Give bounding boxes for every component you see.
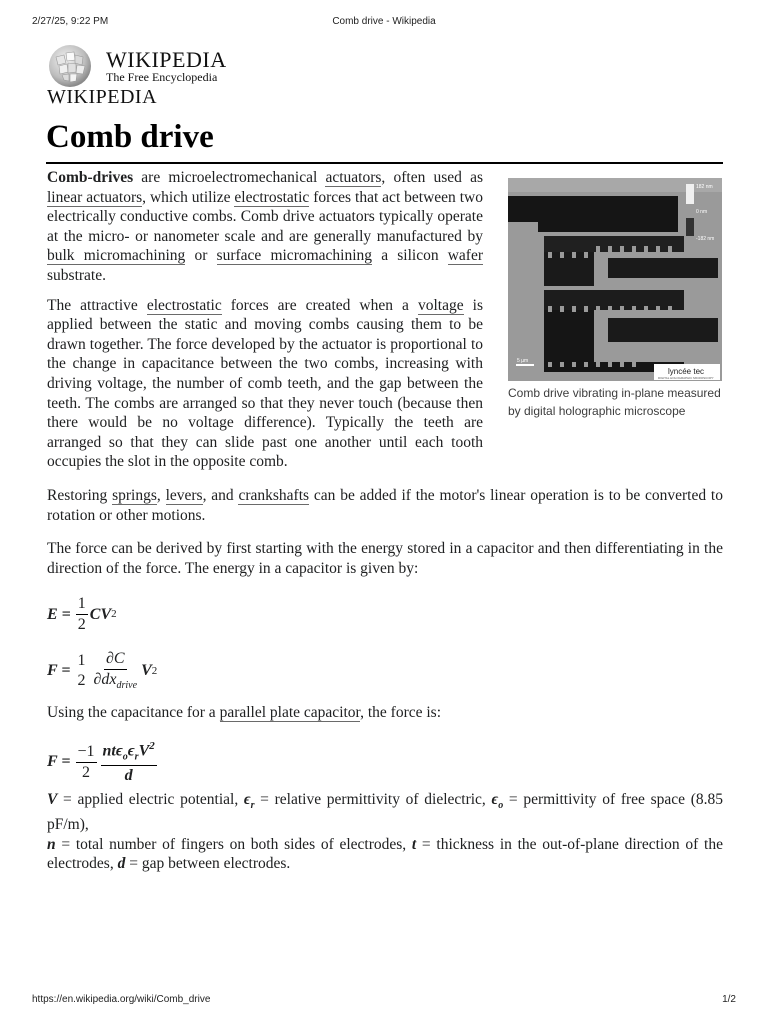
- eq1-rhs: CV: [89, 605, 112, 623]
- lead-text-1: are microelectromechanical: [133, 169, 326, 186]
- figure-caption: Comb drive vibrating in-plane measured by digital holographic microscope: [508, 386, 721, 418]
- def-er-sub: r: [250, 799, 255, 811]
- def-t: t: [411, 835, 417, 853]
- link-surface-micromachining[interactable]: surface micromachining: [216, 247, 373, 265]
- lead-text-2: , often used as: [381, 169, 484, 186]
- eq2-fraction-b: [92, 651, 140, 691]
- eq3-den: 2: [82, 763, 91, 781]
- equation-energy: [47, 596, 723, 633]
- scale-mid-label: 0 nm: [696, 209, 708, 215]
- p3-text-3: , and: [202, 486, 239, 504]
- scalebar-label: 5 µm: [517, 358, 529, 364]
- print-header: [32, 16, 736, 30]
- print-footer: [32, 994, 736, 1008]
- eq2-fraction-a: [76, 653, 88, 689]
- def-er: ϵ: [243, 790, 251, 808]
- eq2-exp: 2: [151, 664, 158, 677]
- eq2-den: 2: [77, 672, 86, 690]
- lead-term: Comb-drives: [47, 169, 134, 186]
- eq3-num2-v: V: [138, 742, 150, 760]
- lead-text-6: a silicon: [372, 247, 448, 265]
- paragraph-3: [47, 486, 723, 525]
- eq3-num2-wrap: [101, 741, 157, 766]
- link-voltage[interactable]: voltage: [417, 296, 464, 314]
- link-electrostatic-2[interactable]: electrostatic: [146, 296, 222, 314]
- scale-top-label: 182 nm: [696, 184, 713, 190]
- wikipedia-tagline: The Free Encyclopedia: [106, 70, 218, 84]
- figure-box: [508, 178, 723, 420]
- print-url: https://en.wikipedia.org/wiki/Comb_drive: [32, 994, 211, 1005]
- paragraph-2: [47, 296, 483, 472]
- lead-text-7: substrate.: [47, 266, 106, 284]
- link-crankshafts[interactable]: crankshafts: [238, 486, 310, 504]
- def-eo-sub: o: [498, 799, 504, 811]
- wikipedia-globe-icon: [46, 43, 96, 89]
- eq2-den2-wrap: [92, 670, 140, 691]
- eq1-den: 2: [77, 616, 86, 634]
- eq3-num: −1: [76, 744, 97, 763]
- link-linear-actuators[interactable]: linear actuators: [47, 188, 143, 206]
- eq1-lhs: E =: [47, 605, 71, 623]
- page-title: Comb drive: [46, 119, 214, 155]
- p3-text-4: can be added if the motor's linear operation is to be converted to rotation or other motions.: [47, 486, 723, 524]
- eq3-num2-exp: 2: [149, 740, 155, 753]
- p2-text-1: The attractive: [47, 296, 147, 314]
- link-parallel-plate-capacitor[interactable]: parallel plate capacitor: [219, 704, 361, 722]
- wikipedia-wordmark-secondary: WIKIPEDIA: [47, 86, 158, 108]
- def-v-text: = applied electric potential,: [57, 790, 244, 808]
- def-eo: ϵ: [491, 790, 499, 808]
- link-springs[interactable]: springs: [112, 486, 157, 504]
- def-t-text: = thickness in the out-of-plane direction of the electrodes,: [47, 835, 723, 873]
- def-d-text: = gap between electrodes.: [125, 855, 291, 873]
- eq3-num2-mid: ϵ: [127, 742, 135, 760]
- image-brand-label: lyncée tec: [668, 367, 705, 376]
- def-er-text: = relative permittivity of dielectric,: [254, 790, 492, 808]
- image-brand-sub: DIGITAL HOLOGRAPHIC MICROSCOPY: [658, 376, 714, 380]
- link-actuators[interactable]: actuators: [325, 169, 382, 186]
- eq3-fraction-a: [76, 744, 97, 781]
- equation-force-derivative: [47, 651, 723, 691]
- variable-definitions: [47, 790, 723, 874]
- link-levers[interactable]: levers: [165, 486, 203, 504]
- p2-text-3: is applied between the static and moving combs causing them to be drawn together. The force developed by the actuator is proportional to the change in capacitance between the two combs, increasing with driving voltage, the number of comb teeth, and the gap between the teeth. The combs are arranged so that they never touch (because then there would be no voltage difference). Typically the teeth are arranged so that they can slide past one another until each tooth occupies the slot in the opposite comb.: [47, 296, 483, 471]
- p5-text-1: Using the capacitance for a: [47, 704, 220, 722]
- p3-text-1: Restoring: [47, 486, 113, 504]
- paragraph-4: The force can be derived by first starting with the energy stored in a capacitor and then differentiating in the direction of the force. The energy in a capacitor is given by:: [47, 540, 723, 577]
- print-page-number: 1/2: [722, 994, 736, 1005]
- link-bulk-micromachining[interactable]: bulk micromachining: [47, 247, 186, 265]
- paragraph-5: [47, 703, 723, 723]
- eq1-fraction: [76, 596, 88, 633]
- print-date: 2/27/25, 9:22 PM: [32, 16, 109, 27]
- eq1-exp: 2: [111, 608, 117, 621]
- lead-text-5: or: [185, 247, 217, 265]
- wikipedia-wordmark: WIKIPEDIA: [106, 47, 227, 72]
- scale-bottom-label: -182 nm: [696, 236, 715, 242]
- equation-force-parallel-plate: [47, 741, 723, 784]
- eq2-num2: ∂C: [104, 651, 127, 670]
- eq2-num: 1: [77, 652, 86, 670]
- p2-text-2: forces are created when a: [221, 296, 418, 314]
- eq1-num: 1: [76, 596, 88, 615]
- def-n-text: = total number of fingers on both sides of electrodes,: [55, 835, 412, 853]
- title-divider: [46, 162, 723, 164]
- p3-text-2: ,: [156, 486, 166, 504]
- eq2-rhs: V: [141, 662, 152, 680]
- article-content: [47, 168, 723, 884]
- eq2-sub: drive: [116, 680, 138, 692]
- lead-column: [47, 168, 483, 472]
- def-eo-text: = permittivity of free space (8.85 pF/m),: [47, 790, 723, 834]
- eq2-den2: ∂dx: [93, 671, 117, 689]
- eq3-num2-sub2: r: [134, 751, 139, 763]
- link-electrostatic[interactable]: electrostatic: [234, 188, 310, 206]
- eq3-den2: d: [124, 766, 133, 784]
- lead-paragraph: [47, 168, 483, 286]
- def-n: n: [47, 835, 56, 853]
- p5-text-2: , the force is:: [360, 704, 442, 722]
- eq3-num2: ntϵ: [102, 742, 123, 760]
- link-wafer[interactable]: wafer: [447, 247, 484, 265]
- eq3-lhs: F =: [47, 753, 71, 771]
- lead-text-4: forces that act between two electrically conductive combs. Comb drive actuators typically operate at the micro- or nanometer scale and are generally manufactured by: [47, 188, 483, 245]
- wikipedia-logo[interactable]: [46, 43, 346, 91]
- def-v: V: [47, 790, 58, 808]
- eq3-num2-sub1: o: [122, 751, 128, 763]
- lead-text-3: , which utilize: [142, 188, 235, 206]
- comb-drive-image[interactable]: [508, 178, 722, 381]
- eq3-fraction-b: [101, 741, 157, 784]
- print-title: Comb drive - Wikipedia: [332, 16, 436, 27]
- eq2-lhs: F =: [47, 662, 71, 680]
- def-d: d: [117, 855, 126, 873]
